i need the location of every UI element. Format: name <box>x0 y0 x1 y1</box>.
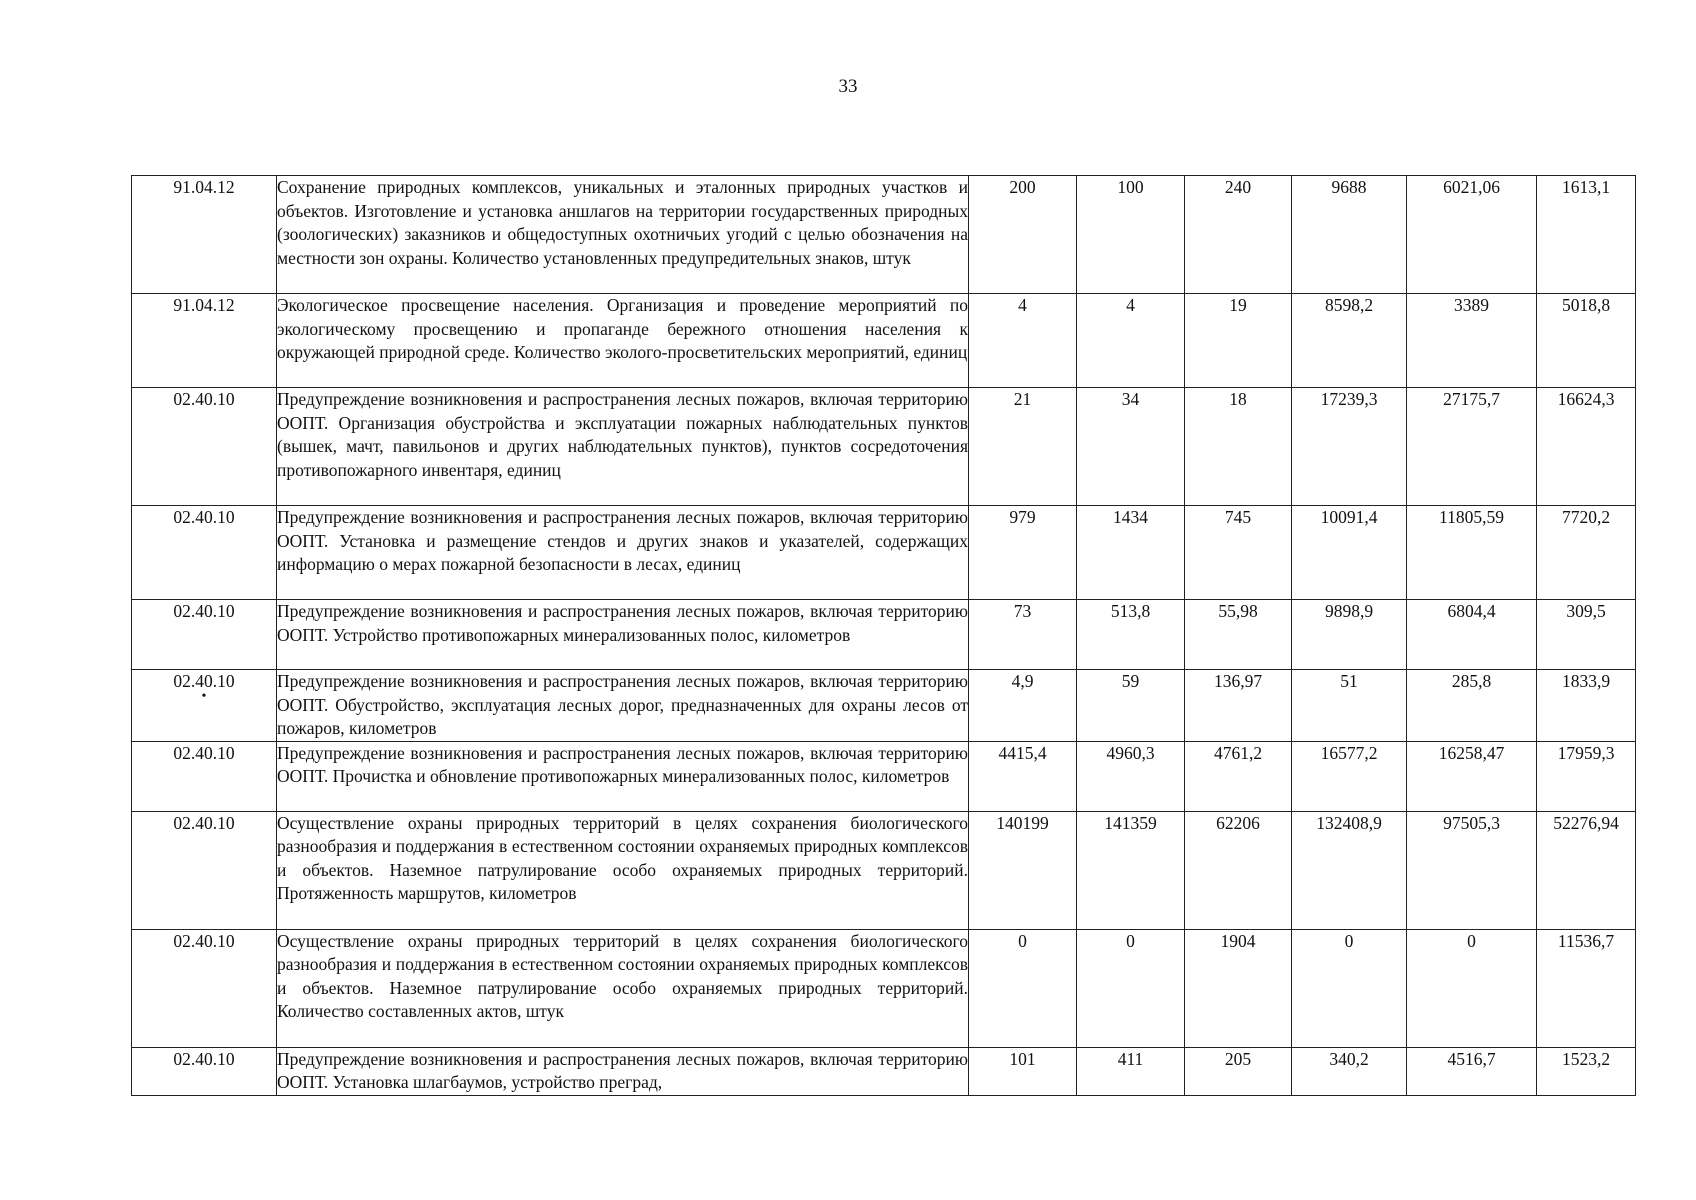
row-code: 02.40.10 <box>132 929 277 1047</box>
value-cell: 5018,8 <box>1537 294 1636 388</box>
row-description: Предупреждение возникновения и распространения лесных пожаров, включая территорию ООПТ. Организация обустройства и эксплуатации пожарных наблюдательных пунктов (вышек, мачт, павильонов и других наблюдательных пунктов), пунктов сосредоточения противопожарного инвентаря, единиц <box>277 388 969 506</box>
value-cell: 4415,4 <box>969 741 1077 811</box>
row-description: Предупреждение возникновения и распространения лесных пожаров, включая территорию ООПТ. Установка и размещение стендов и других знаков и указателей, содержащих информацию о мерах пожарной безопасности в лесах, единиц <box>277 506 969 600</box>
value-cell: 0 <box>1407 929 1537 1047</box>
value-cell: 309,5 <box>1537 600 1636 670</box>
value-cell: 51 <box>1292 670 1407 742</box>
value-cell: 3389 <box>1407 294 1537 388</box>
page-number: 33 <box>838 76 858 97</box>
value-cell: 6804,4 <box>1407 600 1537 670</box>
value-cell: 0 <box>969 929 1077 1047</box>
value-cell: 10091,4 <box>1292 506 1407 600</box>
value-cell: 55,98 <box>1185 600 1292 670</box>
value-cell: 200 <box>969 176 1077 294</box>
value-cell: 1613,1 <box>1537 176 1636 294</box>
table-row <box>132 294 1636 388</box>
value-cell: 132408,9 <box>1292 811 1407 929</box>
row-description: Осуществление охраны природных территорий в целях сохранения биологического разнообразия и поддержания в естественном состоянии охраняемых природных комплексов и объектов. Наземное патрулирование особо охраняемых природных территорий. Протяженность маршрутов, километров <box>277 811 969 929</box>
row-code: 02.40.10 <box>132 600 277 670</box>
table-row <box>132 388 1636 506</box>
value-cell: 240 <box>1185 176 1292 294</box>
row-description: Осуществление охраны природных территорий в целях сохранения биологического разнообразия и поддержания в естественном состоянии охраняемых природных комплексов и объектов. Наземное патрулирование особо охраняемых природных территорий. Количество составленных актов, штук <box>277 929 969 1047</box>
value-cell: 18 <box>1185 388 1292 506</box>
row-code: 02.40.10 <box>132 506 277 600</box>
value-cell: 19 <box>1185 294 1292 388</box>
row-description: Предупреждение возникновения и распространения лесных пожаров, включая территорию ООПТ. Установка шлагбаумов, устройство преград, <box>277 1047 969 1095</box>
row-code: 91.04.12 <box>132 294 277 388</box>
value-cell: 1523,2 <box>1537 1047 1636 1095</box>
value-cell: 1833,9 <box>1537 670 1636 742</box>
value-cell: 16624,3 <box>1537 388 1636 506</box>
value-cell: 9898,9 <box>1292 600 1407 670</box>
row-code: 02.40.10 <box>132 1047 277 1095</box>
value-cell: 8598,2 <box>1292 294 1407 388</box>
table-row <box>132 811 1636 929</box>
value-cell: 100 <box>1077 176 1185 294</box>
value-cell: 34 <box>1077 388 1185 506</box>
value-cell: 745 <box>1185 506 1292 600</box>
value-cell: 17959,3 <box>1537 741 1636 811</box>
table-row <box>132 929 1636 1047</box>
value-cell: 140199 <box>969 811 1077 929</box>
value-cell: 97505,3 <box>1407 811 1537 929</box>
value-cell: 0 <box>1077 929 1185 1047</box>
stray-mark: • <box>201 688 207 704</box>
table-row <box>132 176 1636 294</box>
value-cell: 11805,59 <box>1407 506 1537 600</box>
value-cell: 340,2 <box>1292 1047 1407 1095</box>
value-cell: 52276,94 <box>1537 811 1636 929</box>
row-code <box>132 670 277 742</box>
value-cell: 1434 <box>1077 506 1185 600</box>
value-cell: 27175,7 <box>1407 388 1537 506</box>
table-row <box>132 506 1636 600</box>
row-code: 02.40.10 <box>132 741 277 811</box>
value-cell: 59 <box>1077 670 1185 742</box>
value-cell: 205 <box>1185 1047 1292 1095</box>
value-cell: 1904 <box>1185 929 1292 1047</box>
value-cell: 4960,3 <box>1077 741 1185 811</box>
row-code: 02.40.10 <box>132 388 277 506</box>
value-cell: 73 <box>969 600 1077 670</box>
value-cell: 4516,7 <box>1407 1047 1537 1095</box>
table-row <box>132 670 1636 742</box>
value-cell: 21 <box>969 388 1077 506</box>
value-cell: 4,9 <box>969 670 1077 742</box>
value-cell: 16577,2 <box>1292 741 1407 811</box>
value-cell: 62206 <box>1185 811 1292 929</box>
value-cell: 4 <box>1077 294 1185 388</box>
data-table <box>131 175 1636 1096</box>
table-body <box>132 176 1636 1096</box>
row-description: Предупреждение возникновения и распространения лесных пожаров, включая территорию ООПТ. Устройство противопожарных минерализованных полос, километров <box>277 600 969 670</box>
value-cell: 11536,7 <box>1537 929 1636 1047</box>
row-code-text: 02.40.10 <box>173 671 235 691</box>
table-row <box>132 741 1636 811</box>
value-cell: 136,97 <box>1185 670 1292 742</box>
value-cell: 9688 <box>1292 176 1407 294</box>
row-description: Предупреждение возникновения и распространения лесных пожаров, включая территорию ООПТ. Прочистка и обновление противопожарных минерализованных полос, километров <box>277 741 969 811</box>
table-row <box>132 600 1636 670</box>
row-code: 91.04.12 <box>132 176 277 294</box>
value-cell: 4761,2 <box>1185 741 1292 811</box>
value-cell: 101 <box>969 1047 1077 1095</box>
value-cell: 141359 <box>1077 811 1185 929</box>
row-description: Сохранение природных комплексов, уникальных и эталонных природных участков и объектов. Изготовление и установка аншлагов на территории государственных природных (зоологических) заказников и общедоступных охотничьих угодий с целью обозначения на местности зон охраны. Количество установленных предупредительных знаков, штук <box>277 176 969 294</box>
value-cell: 411 <box>1077 1047 1185 1095</box>
value-cell: 4 <box>969 294 1077 388</box>
value-cell: 0 <box>1292 929 1407 1047</box>
value-cell: 7720,2 <box>1537 506 1636 600</box>
value-cell: 285,8 <box>1407 670 1537 742</box>
table-row <box>132 1047 1636 1095</box>
row-description: Предупреждение возникновения и распространения лесных пожаров, включая территорию ООПТ. Обустройство, эксплуатация лесных дорог, предназначенных для охраны лесов от пожаров, километров <box>277 670 969 742</box>
value-cell: 16258,47 <box>1407 741 1537 811</box>
value-cell: 513,8 <box>1077 600 1185 670</box>
row-description: Экологическое просвещение населения. Организация и проведение мероприятий по экологическому просвещению и пропаганде бережного отношения населения к окружающей природной среде. Количество эколого-просветительских мероприятий, единиц <box>277 294 969 388</box>
value-cell: 979 <box>969 506 1077 600</box>
value-cell: 17239,3 <box>1292 388 1407 506</box>
value-cell: 6021,06 <box>1407 176 1537 294</box>
row-code: 02.40.10 <box>132 811 277 929</box>
